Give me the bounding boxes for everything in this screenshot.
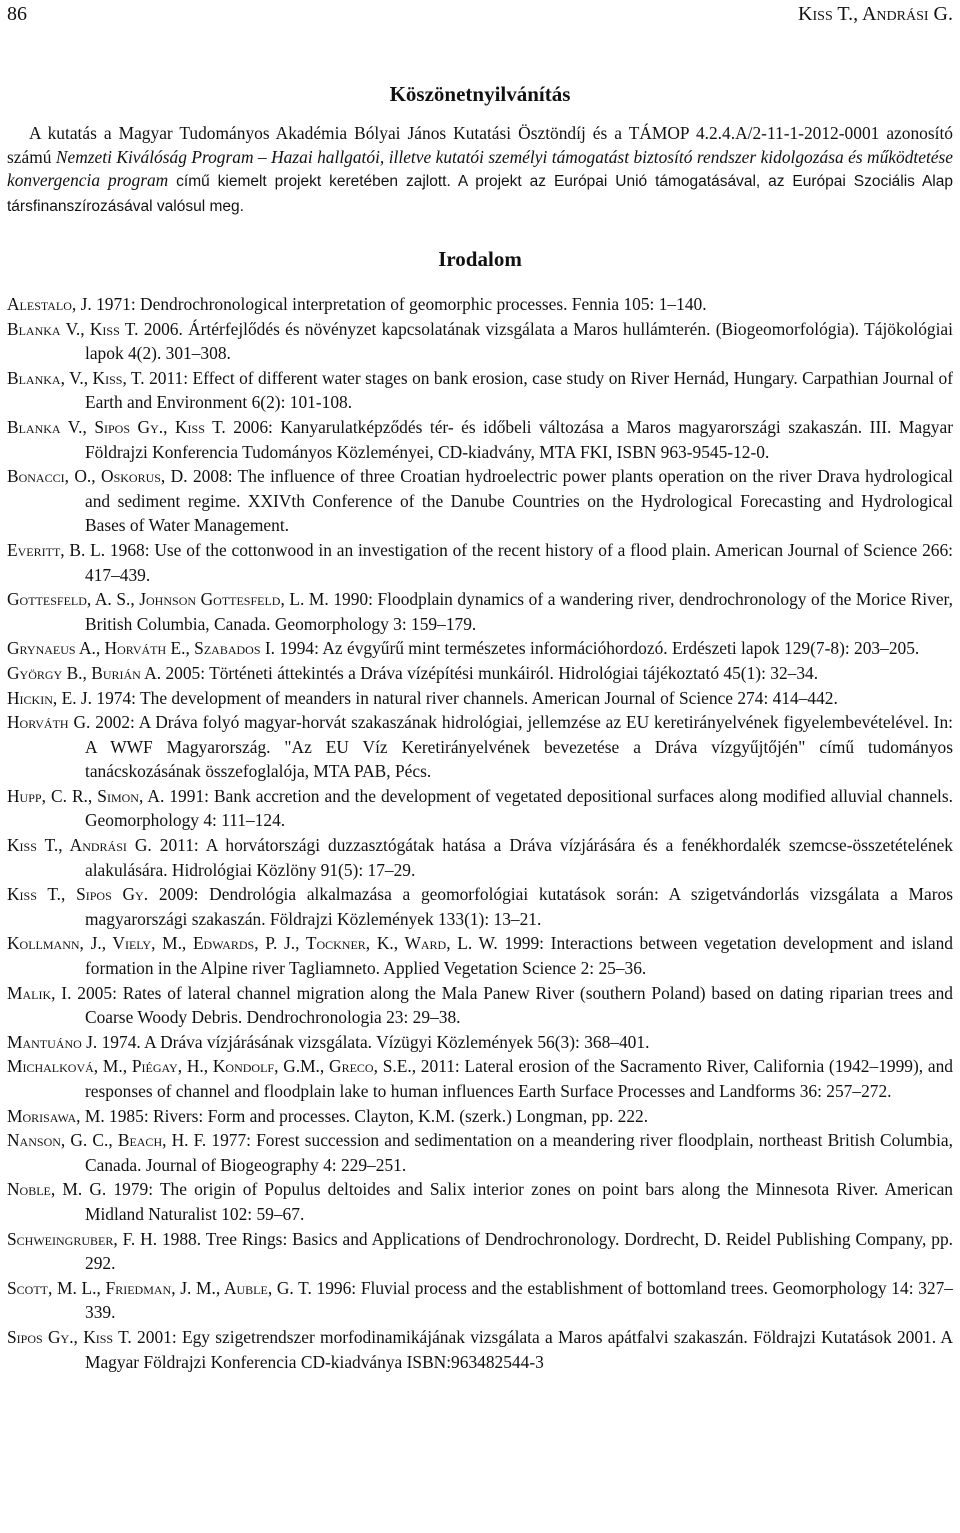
reference-item — [7, 1104, 953, 1129]
reference-list — [7, 292, 953, 1374]
reference-author: Blanka V., Sipos Gy., Kiss T. — [7, 416, 226, 437]
reference-author: Schweingruber, F. H. — [7, 1228, 158, 1249]
reference-item — [7, 1325, 953, 1374]
reference-item — [7, 366, 953, 415]
reference-item — [7, 1177, 953, 1226]
reference-author: Gottesfeld, A. S., Johnson Gottesfeld, L. M. — [7, 589, 329, 610]
acknowledgements-title: Köszönetnyilvánítás — [389, 82, 571, 106]
reference-text: 2008: The influence of three Croatian hydroelectric power plants operation on the river Drava hydrological and sediment regime. XXIVth Conference of the Danube Countries on the Hydrological Forecasting and Hydrological Bases of Water Management. — [85, 466, 953, 536]
reference-author: Sipos Gy., Kiss T. — [7, 1326, 132, 1347]
reference-author: Grynaeus A., Horváth E., Szabados I. — [7, 638, 275, 659]
reference-text: 2002: A Dráva folyó magyar-horvát szakaszának hidrológiai, jellemzése az EU keretirányelvének figyelembevételével. In: A WWF Magyarország. "Az EU Víz Keretirányelvének bevezetése a Dráva vízgyűjtőjén" című tudományos tanácskozásának összefoglalója, MTA PAB, Pécs. — [85, 712, 953, 782]
reference-text: 1985: Rivers: Form and processes. Clayton, K.M. (szerk.) Longman, pp. 222. — [104, 1105, 649, 1126]
page — [7, 0, 953, 1374]
page-number: 86 — [7, 3, 27, 25]
reference-item — [7, 931, 953, 980]
reference-author: Noble, M. G. — [7, 1179, 107, 1200]
reference-text: 1996: Fluvial process and the establishment of bottomland trees. Geomorphology 14: 327–339. — [85, 1277, 953, 1323]
acknowledgements-program-name: Nemzeti Kiválóság Program – Hazai hallgatói, illetve kutatói személyi támogatást biztosító rendszer kidolgozása és működtetése konvergencia program — [7, 146, 954, 190]
reference-text: 1994: Az évgyűrű mint természetes információhordozó. Erdészeti lapok 129(7-8): 203–205. — [275, 638, 920, 659]
reference-text: 2011: Effect of different water stages on bank erosion, case study on River Hernád, Hungary. Carpathian Journal of Earth and Environment 6(2): 101-108. — [85, 367, 954, 413]
reference-author: György B., Burián A. — [7, 662, 162, 683]
reference-author: Bonacci, O., Oskorus, D. — [7, 466, 188, 487]
reference-item — [7, 981, 953, 1030]
reference-item — [7, 710, 953, 784]
reference-author: Hickin, E. J. — [7, 687, 93, 708]
acknowledgements-tail: című kiemelt projekt keretében zajlott. A projekt az Európai Unió támogatásával, az Európai Szociális Alap társfinanszírozásával valósul meg. — [7, 173, 953, 215]
reference-author: Scott, M. L., Friedman, J. M., Auble, G. T. — [7, 1277, 312, 1298]
reference-author: Michalková, M., Piégay, H., Kondolf, G.M., Greco, S.E. — [7, 1056, 412, 1077]
reference-author: Horváth G. — [7, 712, 91, 733]
reference-text: , 2011: Lateral erosion of the Sacramento River, California (1942–1999), and responses of channel and floodplain lake to human influences Earth Surface Processes and Landforms 36: 257–272. — [85, 1056, 953, 1101]
reference-item — [7, 686, 953, 711]
reference-text: 1991: Bank accretion and the development of vegetated depositional surfaces along modified alluvial channels. Geomorphology 4: 111–124. — [85, 785, 953, 831]
reference-text: 1988. Tree Rings: Basics and Applications of Dendrochronology. Dordrecht, D. Reidel Publishing Company, pp. 292. — [85, 1228, 953, 1274]
reference-author: Kollmann, J., Viely, M., Edwards, P. J., Tockner, K., Ward, L. W. — [7, 933, 498, 954]
reference-item — [7, 464, 953, 538]
running-head: Kiss T., Andrási G. — [798, 3, 953, 25]
reference-item — [7, 538, 953, 587]
reference-author: Everitt, B. L. — [7, 539, 106, 560]
reference-author: Morisawa, M. — [7, 1105, 105, 1126]
reference-item — [7, 587, 953, 636]
reference-text: 1999: Interactions between vegetation development and island formation in the Alpine river Tagliamneto. Applied Vegetation Science 2: 25–36. — [85, 933, 953, 979]
reference-text: 1971: Dendrochronological interpretation of geomorphic processes. Fennia 105: 1–140. — [91, 294, 707, 314]
reference-text: 2006. Ártérfejlődés és növényzet kapcsolatának vizsgálata a Maros hullámterén. (Biogeomorfológia). Tájökológiai lapok 4(2). 301–308. — [85, 318, 953, 364]
reference-item — [7, 882, 953, 931]
acknowledgements-paragraph — [7, 122, 953, 218]
reference-item — [7, 661, 953, 686]
reference-text: 2005: Rates of lateral channel migration along the Mala Panew River (southern Poland) based on dating riparian trees and Coarse Woody Debris. Dendrochronologia 23: 29–38. — [71, 982, 953, 1028]
reference-item — [7, 784, 953, 833]
acknowledgements-lead: A kutatás a Magyar Tudományos Akadémia Bólyai János Kutatási Ösztöndíj és a TÁMOP 4.2.4.A/2-11-1-2012-0001 azonosító számú — [7, 123, 953, 167]
reference-author: Mantuáno J. — [7, 1031, 98, 1052]
reference-author: Kiss T., Andrási G. — [7, 835, 152, 856]
reference-item — [7, 292, 953, 317]
reference-text: 2005: Történeti áttekintés a Dráva vízépítési munkáiról. Hidrológiai tájékoztató 45(1): 32–34. — [161, 662, 819, 683]
reference-author: Kiss T., Sipos Gy. — [7, 884, 149, 905]
page-header — [7, 0, 953, 34]
reference-text: 2009: Dendrológia alkalmazása a geomorfológiai kutatások során: A szigetvándorlás vizsgálata a Maros magyarországi szakaszán. Földrajzi Közlemények 133(1): 13–21. — [85, 884, 953, 929]
reference-author: Blanka, V., Kiss, T. — [7, 367, 145, 388]
literature-title: Irodalom — [438, 247, 522, 271]
reference-item — [7, 636, 953, 661]
reference-item — [7, 1030, 953, 1055]
reference-text: 1968: Use of the cottonwood in an investigation of the recent history of a flood plain. American Journal of Science 266: 417–439. — [85, 539, 953, 585]
reference-author: Nanson, G. C., Beach, H. F. — [7, 1130, 207, 1151]
reference-text: 1990: Floodplain dynamics of a wandering river, dendrochronology of the Morice River, British Columbia, Canada. Geomorphology 3: 159–179. — [85, 589, 953, 634]
reference-item — [7, 1276, 953, 1325]
reference-text: 1979: The origin of Populus deltoides and Salix interior zones on point bars along the Minnesota River. American Midland Naturalist 102: 59–67. — [85, 1179, 954, 1224]
reference-text: 1974: The development of meanders in natural river channels. American Journal of Science 274: 414–442. — [92, 687, 838, 708]
reference-text: 2001: Egy szigetrendszer morfodinamikájának vizsgálata a Maros apátfalvi szakaszán. Földrajzi Kutatások 2001. A Magyar Földrajzi Konferencia CD-kiadványa ISBN:963482544-3 — [85, 1326, 953, 1372]
reference-text: 1977: Forest succession and sedimentation on a meandering river floodplain, northeast British Columbia, Canada. Journal of Biogeography 4: 229–251. — [85, 1130, 953, 1175]
reference-text: 1974. A Dráva vízjárásának vizsgálata. Vízügyi Közlemények 56(3): 368–401. — [97, 1031, 650, 1052]
reference-author: Hupp, C. R., Simon, A. — [7, 785, 165, 806]
reference-item — [7, 1054, 953, 1103]
reference-author: Alestalo, J. — [7, 294, 92, 314]
reference-author: Blanka V., Kiss T. — [7, 318, 139, 339]
reference-author: Malik, I. — [7, 982, 72, 1003]
reference-item — [7, 415, 953, 464]
reference-item — [7, 317, 953, 366]
reference-item — [7, 1128, 953, 1177]
reference-text: 2011: A horvátországi duzzasztógátak hatása a Dráva vízjárására és a fenékhordalék szemcse-összetételének alakulására. Hidrológiai Közlöny 91(5): 17–29. — [85, 835, 953, 880]
reference-item — [7, 1227, 953, 1276]
reference-item — [7, 833, 953, 882]
reference-text: 2006: Kanyarulatképződés tér- és időbeli változása a Maros magyarországi szakaszán. III. Magyar Földrajzi Konferencia Tudományos Közleményei, CD-kiadvány, MTA FKI, ISBN 963-9545-12-0. — [85, 416, 953, 462]
